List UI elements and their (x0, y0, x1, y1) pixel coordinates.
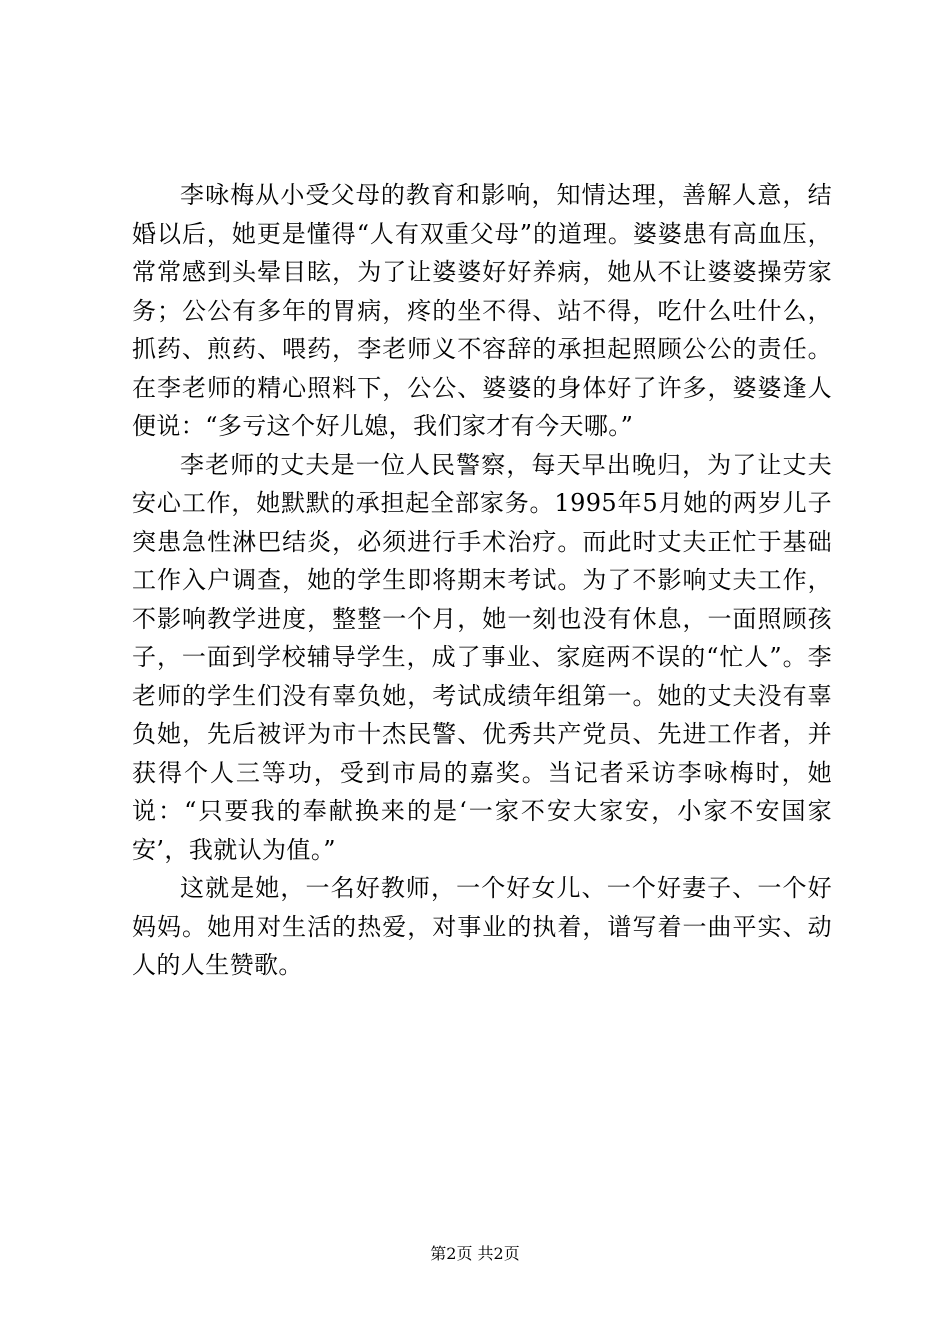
paragraph-1: 李咏梅从小受父母的教育和影响，知情达理，善解人意，结婚以后，她更是懂得“人有双重父母”的道理。婆婆患有高血压，常常感到头晕目眩，为了让婆婆好好养病，她从不让婆婆操劳家务；公公有多年的胃病，疼的坐不得、站不得，吃什么吐什么，抓药、煎药、喂药，李老师义不容辞的承担起照顾公公的责任。在李老师的精心照料下，公公、婆婆的身体好了许多，婆婆逢人便说：“多亏这个好儿媳，我们家才有今天哪。” (132, 181, 832, 440)
paragraph-3: 这就是她，一名好教师，一个好女儿、一个好妻子、一个好妈妈。她用对生活的热爱，对事业的执着，谱写着一曲平实、动人的人生赞歌。 (132, 874, 832, 979)
document-body (132, 176, 832, 985)
paragraph-2: 李老师的丈夫是一位人民警察，每天早出晚归，为了让丈夫安心工作，她默默的承担起全部家务。1995年5月她的两岁儿子突患急性淋巴结炎，必须进行手术治疗。而此时丈夫正忙于基础工作入户调查，她的学生即将期末考试。为了不影响丈夫工作，不影响教学进度，整整一个月，她一刻也没有休息，一面照顾孩子，一面到学校辅导学生，成了事业、家庭两不误的“忙人”。李老师的学生们没有辜负她，考试成绩年组第一。她的丈夫没有辜负她，先后被评为市十杰民警、优秀共产党员、先进工作者，并获得个人三等功，受到市局的嘉奖。当记者采访李咏梅时，她说：“只要我的奉献换来的是‘一家不安大家安，小家不安国家安’，我就认为值。” (132, 450, 832, 864)
page-footer: 第2页 共2页 (430, 1244, 520, 1263)
